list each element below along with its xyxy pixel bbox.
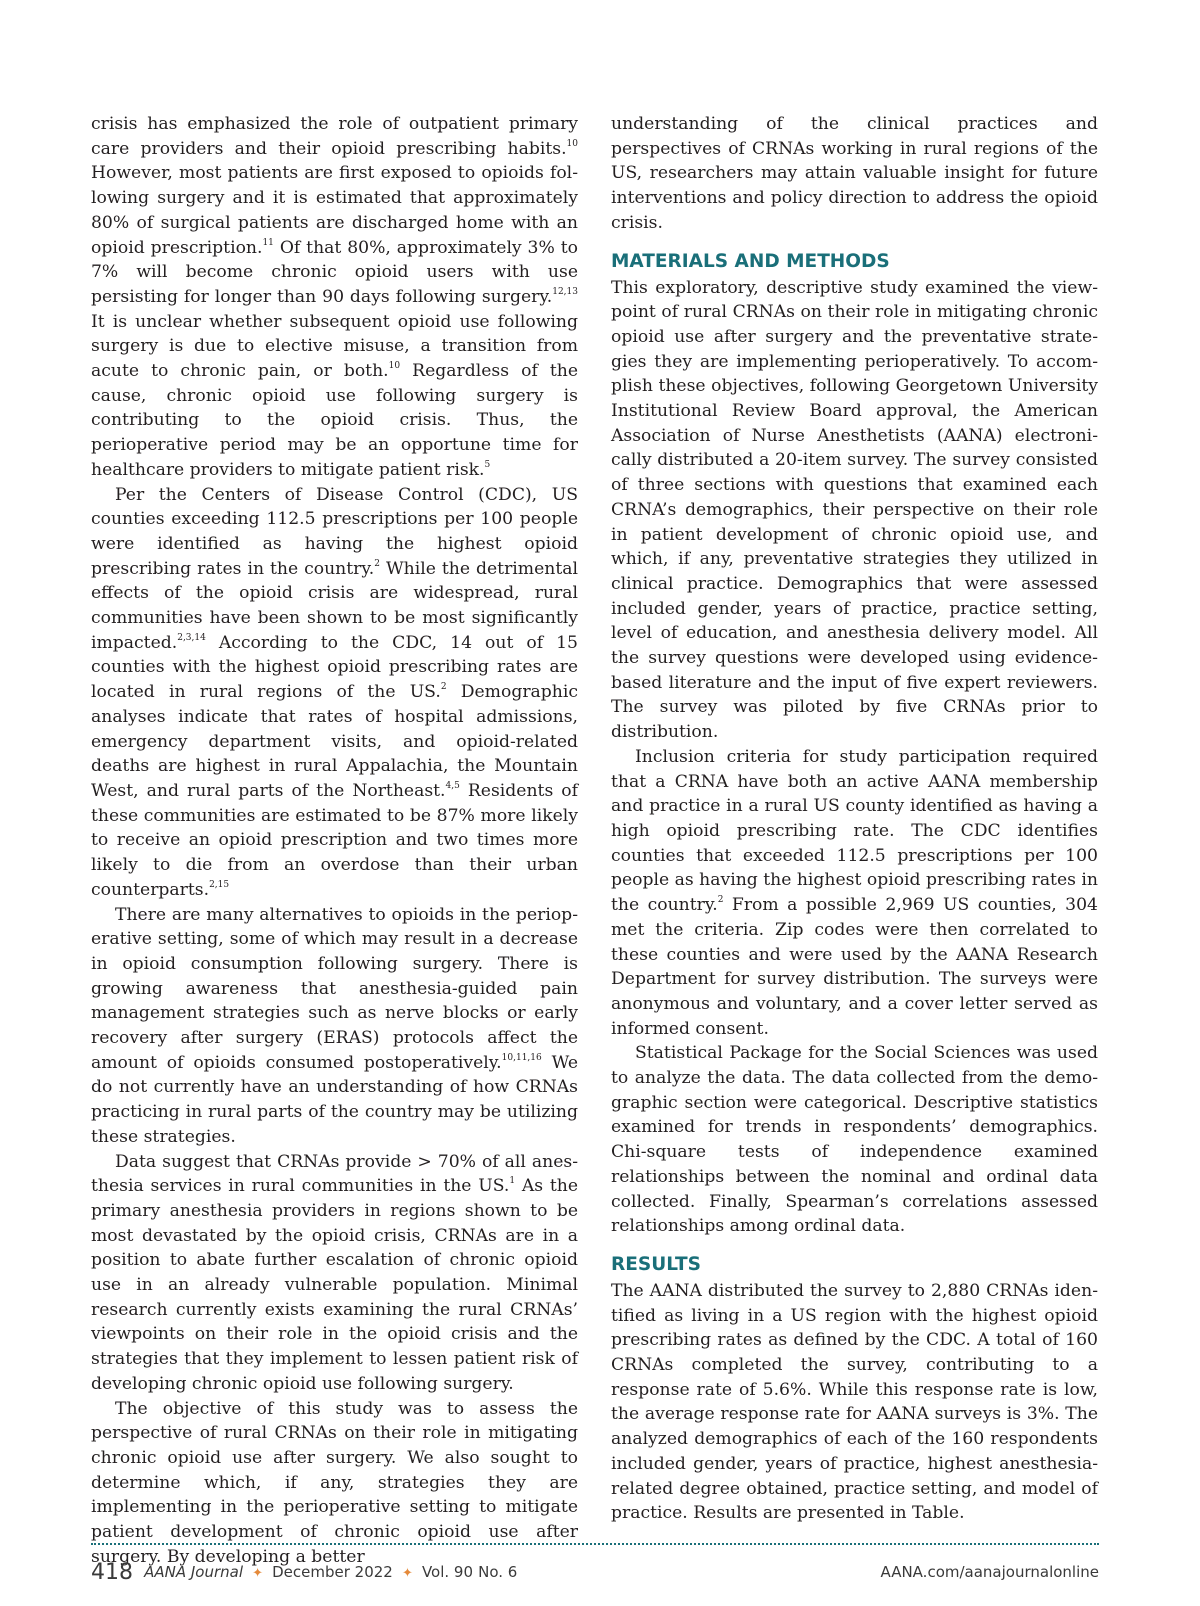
diamond-icon: ✦ [401, 1566, 413, 1581]
paragraph: crisis has emphasized the role of outpatient primary care providers and their opioid prescribing habits.$^{10}$ However, most patients are first exposed to opioids following surgery and it is estimated that approximately 80% of surgical patients are discharged home with an opioid prescription.$^{11}$ Of that 80%, approximately 3% to 7% will become chronic opioid users with use persisting for longer than 90 days following surgery.$^{12,13}$ It is unclear whether subsequent opioid use following surgery is due to elective misuse, a transition from acute to chronic pain, or both.$^{10}$ Regardless of the cause, chronic opioid use following surgery is contributing to the opioid crisis. Thus, the perioperative period may be an opportune time for healthcare providers to mitigate patient risk.$^5$ [91, 114, 579, 480]
paragraph: There are many alternatives to opioids in the perioperative setting, some of which may result in a decrease in opioid consumption following surgery. There is growing awareness that anesthesia-guided pain management strategies such as nerve blocks or early recovery after surgery (ERAS) protocols affect the amount of opioids consumed postoperatively.$^{10,11,16}$ We do not currently have an understanding of how CRNAs practicing in rural parts of the country may be utilizing these strategies. [91, 904, 579, 1147]
citation: 2 [440, 682, 447, 693]
paragraph: The objective of this study was to assess the perspective of rural CRNAs on their role in mitigating chronic opioid use after surgery. We also sought to determine which, if any, strategies they are implementing in the perioperative setting to mitigate patient development of chronic opioid use after surgery. By developing a better [91, 1398, 578, 1567]
volume: Vol. 90 [421, 1563, 474, 1581]
citation: 4,5 [445, 780, 460, 791]
diamond-icon: ✦ [252, 1566, 264, 1581]
paragraph: Per the Centers of Disease Control (CDC), US counties exceeding 112.5 prescriptions per 100 people were identified as having the highest opioid prescribing rates in the country.$^2$ While the detrimental effects of the opioid crisis are widespread, rural communities have been shown to be most significantly impacted.$^{2,3,14}$ According to the CDC, 14 out of 15 counties with the highest opioid prescribing rates are located in rural regions of the US.$^2$ Demographic analyses indicate that rates of hospital admissions, emergency department visits, and opioid-related deaths are highest in rural Appalachia, the Mountain West, and rural parts of the Northeast.$^{4,5}$ Residents of these communities are estimated to be 87% more likely to receive an opioid prescription and two times more likely to die from an overdose than their urban counterparts.$^{2,15}$ [91, 484, 578, 900]
citation: 5 [484, 459, 491, 470]
left-column [91, 112, 578, 1569]
section-heading-results: RESULTS [611, 1253, 701, 1275]
citation: 2 [717, 895, 724, 906]
page-number: 418 [91, 1560, 133, 1585]
citation: 10,11,16 [501, 1052, 542, 1063]
citation: 10 [388, 361, 401, 372]
paragraph: Data suggest that CRNAs provide > 70% of all anesthesia services in rural communities in the US.$^1$ As the primary anesthesia providers in regions shown to be most devastated by the opioid crisis, CRNAs are in a position to abate further escalation of chronic opioid use in an already vulnerable population. Minimal research currently exists examining the rural CRNAs’ viewpoints on their role in the opioid crisis and the strategies that they implement to lessen patient risk of developing chronic opioid use following surgery. [91, 1151, 578, 1394]
issue-number: No. 6 [478, 1563, 518, 1581]
citation: 1 [509, 1176, 516, 1187]
right-column [611, 112, 1098, 1526]
paragraph: This exploratory, descriptive study examined the viewpoint of rural CRNAs on their role in mitigating chronic opioid use after surgery and the preventative strategies they are implementing perioperatively. To accomplish these objectives, following Georgetown University Institutional Review Board approval, the American Association of Nurse Anesthetists (AANA) electronically distributed a 20-item survey. The survey consisted of three sections with questions that examined each CRNA’s demographics, their perspective on their role in patient development of chronic opioid use, and which, if any, preventative strategies they utilized in clinical practice. Demographics that were assessed included gender, years of practice, practice setting, level of education, and anesthesia delivery model. All the survey questions were developed using evidence-based literature and the input of five expert reviewers. The survey was piloted by five CRNAs prior to distribution. [611, 277, 1098, 743]
citation: 2 [374, 558, 380, 569]
citation: 2,3,14 [177, 632, 206, 643]
section-heading-methods: MATERIALS AND METHODS [611, 250, 890, 272]
paragraph: The AANA distributed the survey to 2,880 CRNAs identified as living in a US region with the highest opioid prescribing rates as defined by the CDC. A total of 160 CRNAs completed the survey, contributing to a response rate of 5.6%. While this response rate is low, the average response rate for AANA surveys is 3%. The analyzed demographics of each of the 160 respondents included gender, years of practice, highest anesthesia-related degree obtained, practice setting, and model of practice. Results are presented in Table. [611, 1280, 1098, 1524]
footer-divider [91, 1543, 1099, 1545]
journal-name: AANA Journal [144, 1563, 244, 1581]
paragraph: understanding of the clinical practices and perspectives of CRNAs working in rural regions of the US, researchers may attain valuable insight for future interventions and policy direction to address the opioid crisis. [611, 114, 1098, 233]
citation: 12,13 [552, 286, 578, 297]
paragraph: Statistical Package for the Social Sciences was used to analyze the data. The data collected from the demographic section were categorical. Descriptive statistics examined for trends in respondents’ demographics. Chi-square tests of independence examined relationships between the nominal and ordinal data collected. Finally, Spearman’s correlations assessed relationships among ordinal data. [611, 1043, 1098, 1237]
page-footer [91, 1560, 1099, 1590]
citation: 10 [566, 138, 578, 149]
paragraph: Inclusion criteria for study participation required that a CRNA have both an active AANA membership and practice in a rural US county identified as having a high opioid prescribing rate. The CDC identifies counties that exceeded 112.5 prescriptions per 100 people as having the highest opioid prescribing rates in the country.$^2$ From a possible 2,969 US counties, 304 met the criteria. Zip codes were then correlated to these counties and were used by the AANA Research Department for survey distribution. The surveys were anonymous and voluntary, and a cover letter served as informed consent. [611, 746, 1098, 1039]
issue-date: December 2022 [272, 1563, 393, 1581]
citation: 2,15 [209, 879, 230, 890]
citation: 11 [262, 237, 274, 248]
journal-url[interactable]: AANA.com/aanajournalonline [880, 1563, 1099, 1581]
